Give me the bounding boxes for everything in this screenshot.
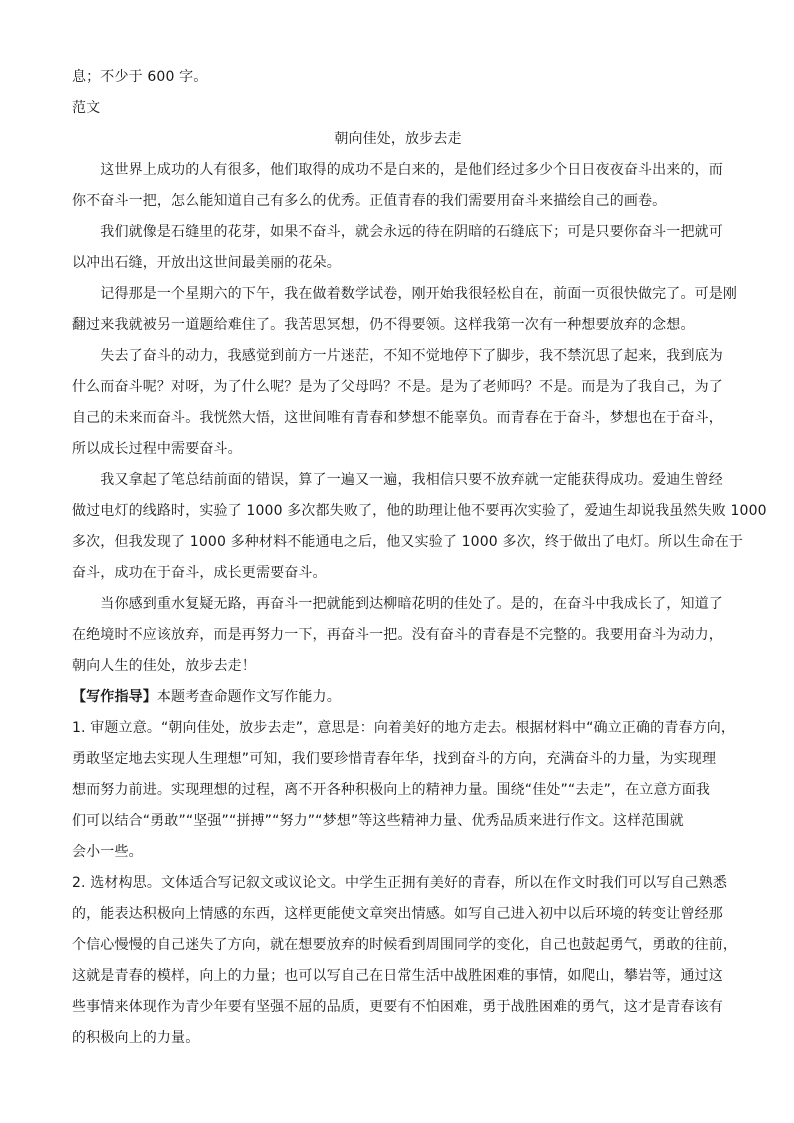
guide-line: 1. 审题立意。“朝向佳处，放步去走”，意思是：向着美好的地方走去。根据材料中“确立正确的青春方向， — [72, 720, 736, 736]
text-line: 我又拿起了笔总结前面的错误，算了一遍又一遍，我相信只要不放弃就一定能获得成功。爱迪生曾经 — [72, 472, 723, 488]
text-line: 什么而奋斗呢？对呀，为了什么呢？是为了父母吗？不是。是为了老师吗？不是。而是为了我自己，为了 — [72, 379, 723, 395]
guide-line: 个信心慢慢的自己迷失了方向，就在想要放弃的时候看到周围同学的变化，自己也鼓起勇气，勇敢的往前， — [72, 937, 738, 953]
text-line: 失去了奋斗的动力，我感觉到前方一片迷茫，不知不觉地停下了脚步，我不禁沉思了起来，我到底为 — [72, 348, 723, 364]
text-line: 当你感到重水复疑无路，再奋斗一把就能到达柳暗花明的佳处了。是的，在奋斗中我成长了，知道了 — [72, 596, 723, 612]
text-line: 做过电灯的线路时，实验了 1000 多次都失败了，他的助理让他不要再次实验了，爱迪生却说我虽然失败 1000 — [72, 503, 767, 519]
guide-line: 想而努力前进。实现理想的过程，离不开各种积极向上的精神力量。围绕“佳处”“去走”，在立意方面我 — [72, 782, 711, 798]
guide-line: 2. 选材构思。文体适合写记叙文或议论文。中学生正拥有美好的青春，所以在作文时我们可以写自己熟悉 — [72, 875, 728, 891]
guide-heading-text: 本题考查命题作文写作能力。 — [156, 689, 341, 705]
text-line: 朝向人生的佳处，放步去走！ — [72, 658, 256, 674]
guide-line: 们可以结合“勇敢”“坚强”“拼搏”“努力”“梦想”等这些精神力量、优秀品质来进行作文。这样范围就 — [72, 813, 684, 829]
text-line: 翻过来我就被另一道题给难住了。我苦思冥想，仍不得要领。这样我第一次有一种想要放弃的念想。 — [72, 317, 695, 333]
text-line: 这世界上成功的人有很多，他们取得的成功不是白来的，是他们经过多少个日日夜夜奋斗出来的，而 — [72, 162, 723, 178]
text-line: 奋斗，成功在于奋斗，成长更需要奋斗。 — [72, 565, 327, 581]
text-line: 你不奋斗一把，怎么能知道自己有多么的优秀。正值青春的我们需要用奋斗来描绘自己的画卷。 — [72, 193, 667, 209]
essay-title: 朝向佳处，放步去走 — [334, 131, 462, 147]
guide-line: 的，能表达积极向上情感的东西，这样更能使文章突出情感。如写自己进入初中以后环境的转变让曾经那 — [72, 906, 723, 922]
guide-heading-line — [72, 682, 724, 713]
text-line: 我们就像是石缝里的花芽，如果不奋斗，就会永远的待在阴暗的石缝底下；可是只要你奋斗一把就可 — [72, 224, 723, 240]
document-page — [72, 62, 767, 1054]
text-line: 自己的未来而奋斗。我恍然大悟，这世间唯有青春和梦想不能辜负。而青春在于奋斗，梦想也在于奋斗， — [72, 410, 723, 426]
guide-line: 些事情来体现作为青少年要有坚强不屈的品质，更要有不怕困难，勇于战胜困难的勇气，这才是青春该有 — [72, 999, 723, 1015]
text-line: 息；不少于 600 字。 — [72, 69, 208, 85]
guide-line: 会小一些。 — [72, 844, 143, 860]
guide-line: 勇敢坚定地去实现人生理想”可知，我们要珍惜青春年华，找到奋斗的方向，充满奋斗的力量，为实现理 — [72, 751, 717, 767]
guide-line: 的积极向上的力量。 — [72, 1030, 200, 1046]
section-label: 范文 — [72, 100, 101, 116]
text-line: 记得那是一个星期六的下午，我在做着数学试卷，刚开始我很轻松自在，前面一页很快做完了。可是刚 — [72, 286, 738, 302]
guide-heading: 【写作指导】 — [72, 689, 157, 705]
guide-line: 这就是青春的模样，向上的力量；也可以写自己在日常生活中战胜困难的事情，如爬山，攀岩等，通过这 — [72, 968, 723, 984]
text-line: 在绝境时不应该放弃，而是再努力一下，再奋斗一把。没有奋斗的青春是不完整的。我要用奋斗为动力， — [72, 627, 723, 643]
text-line: 多次，但我发现了 1000 多种材料不能通电之后，他又实验了 1000 多次，终于做出了电灯。所以生命在于 — [72, 534, 744, 550]
text-line: 以冲出石缝，开放出这世间最美丽的花朵。 — [72, 255, 341, 271]
text-line: 所以成长过程中需要奋斗。 — [72, 441, 242, 457]
